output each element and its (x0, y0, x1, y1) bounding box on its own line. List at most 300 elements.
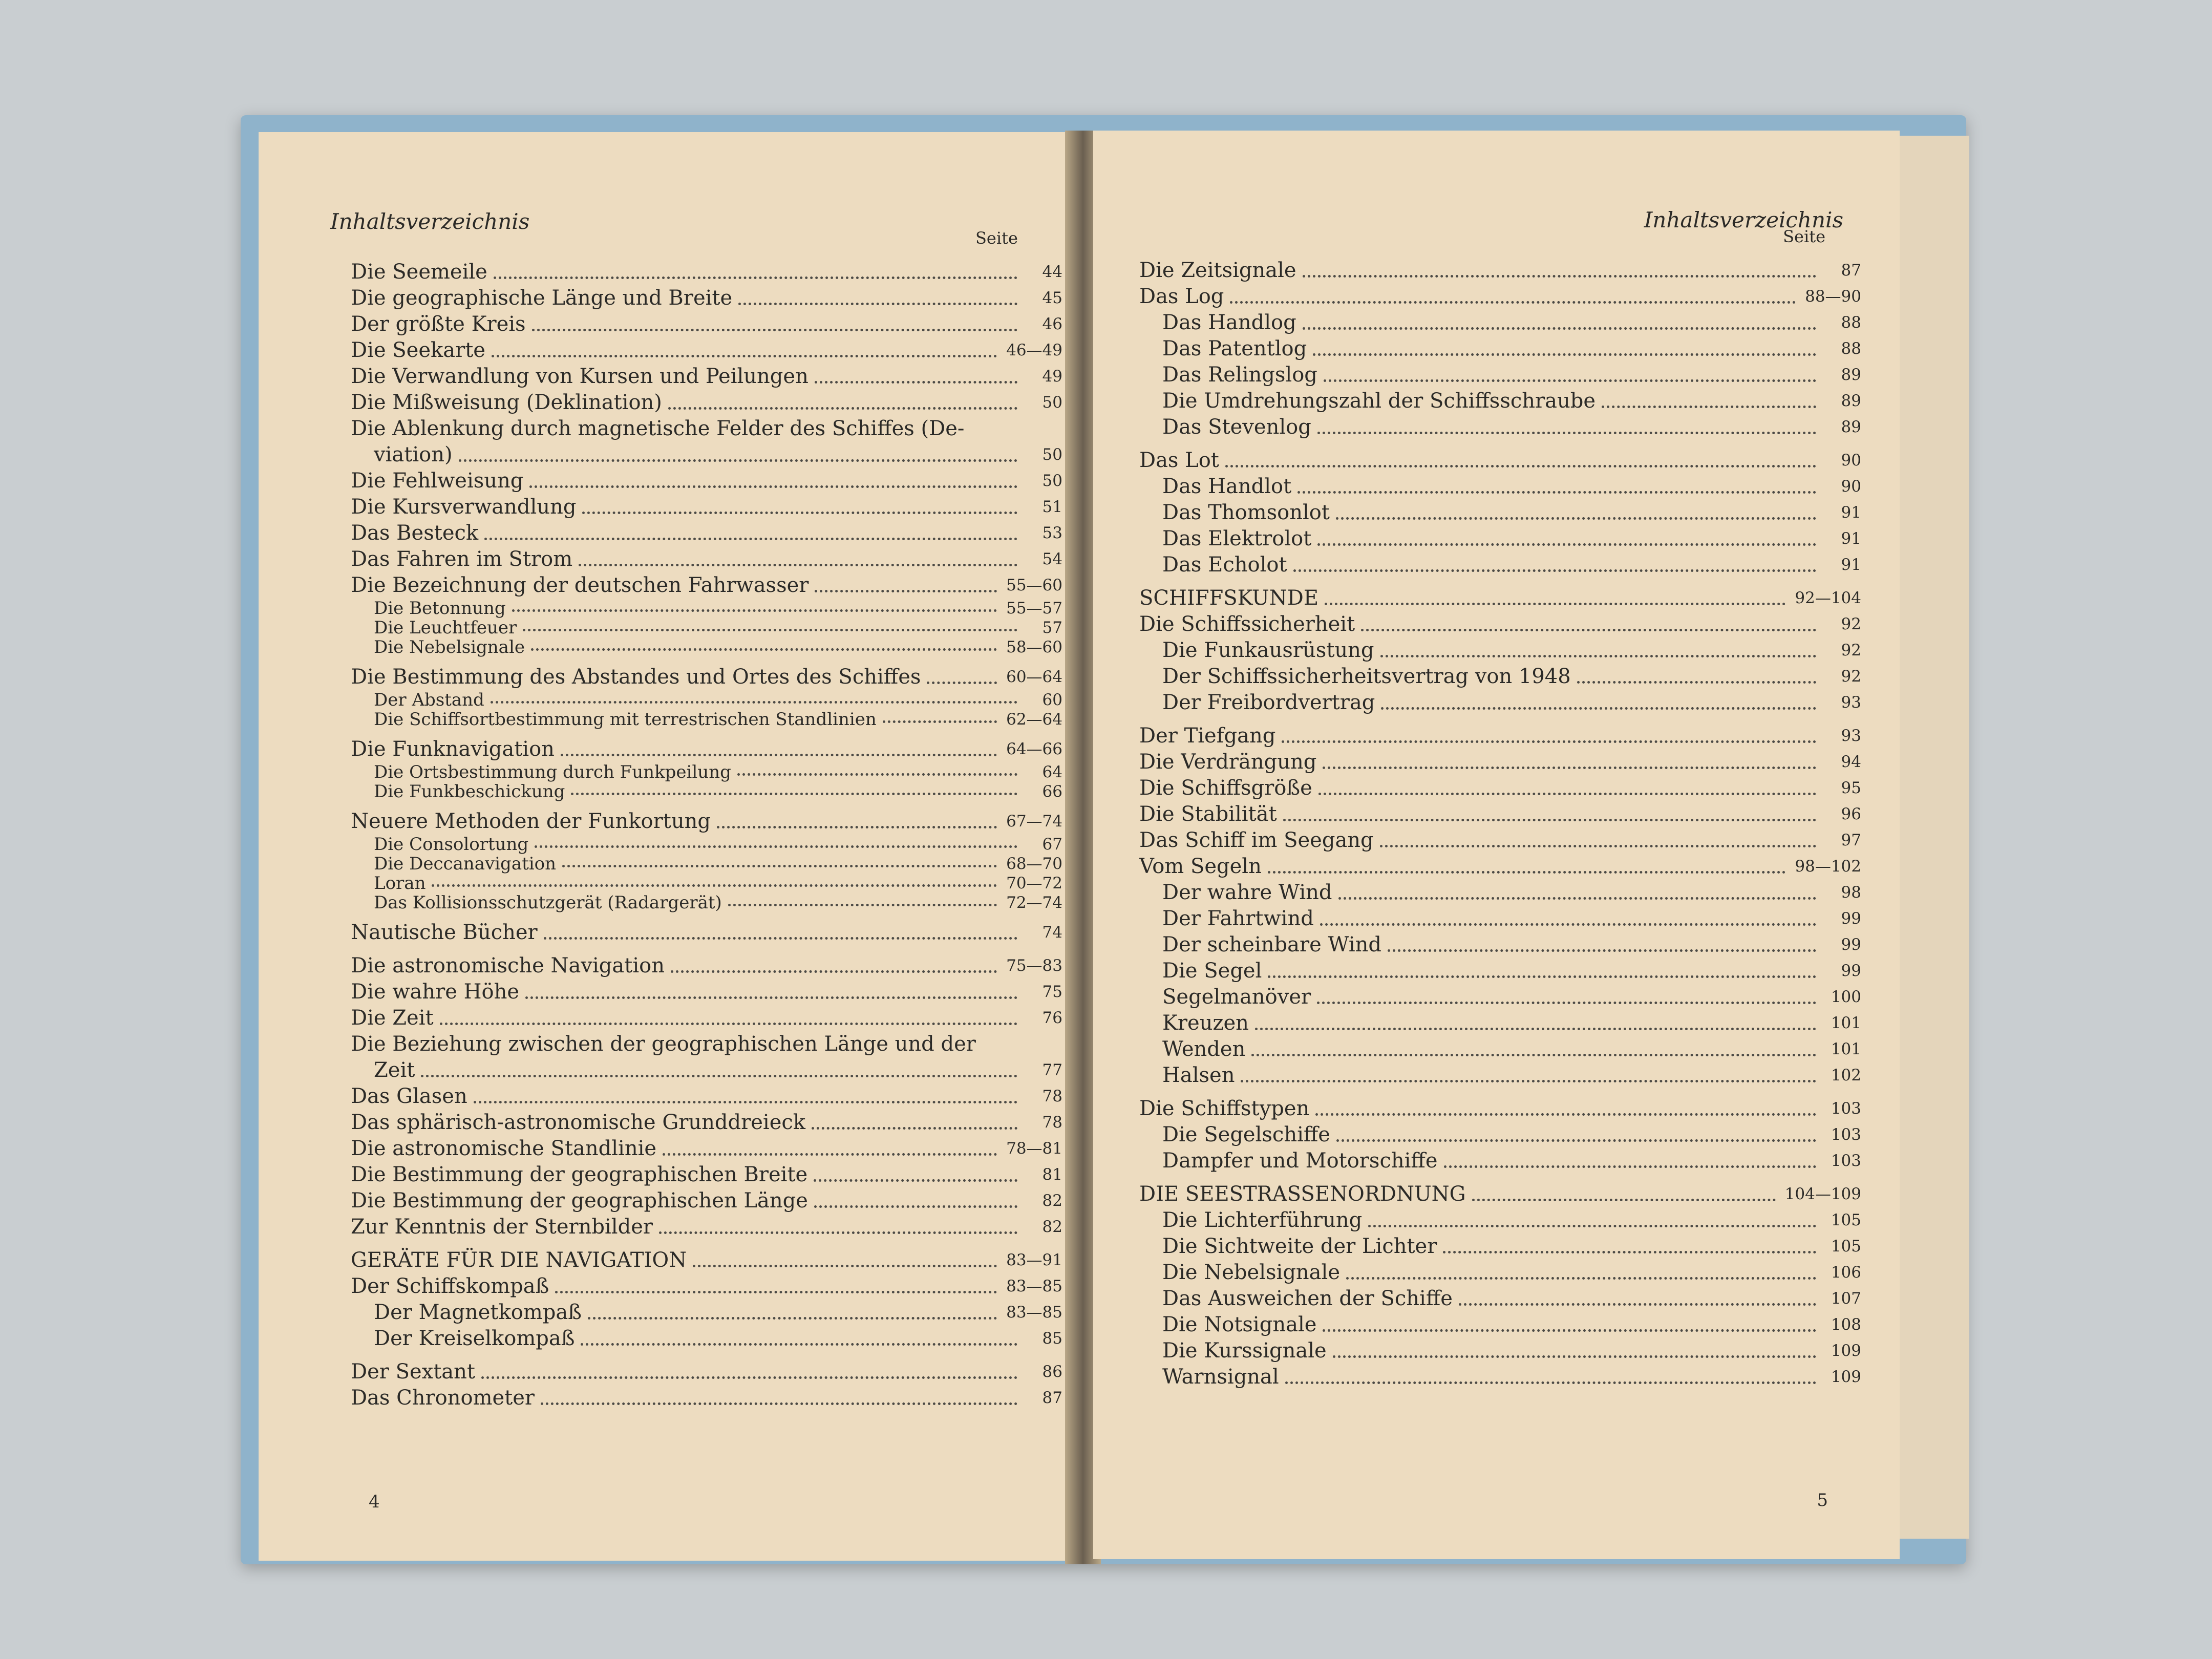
dot-leader (1324, 379, 1816, 382)
toc-entry-page: 85 (1042, 1329, 1062, 1348)
toc-entry (1139, 1062, 1861, 1089)
toc-entry-page: 91 (1841, 503, 1861, 522)
toc-entry-page: 90 (1841, 477, 1861, 496)
toc-entry-page: 87 (1841, 261, 1861, 280)
dot-leader (1303, 327, 1816, 330)
dot-leader (491, 700, 1017, 704)
dot-leader (663, 1153, 997, 1156)
toc-entry (1139, 775, 1861, 801)
toc-entry-title: Die Deccanavigation (374, 854, 556, 874)
toc-entry-page: 105 (1831, 1237, 1861, 1256)
toc-entry-page: 103 (1831, 1099, 1861, 1118)
toc-entry-title: Die Schiffssicherheit (1139, 612, 1355, 636)
toc-entry-title: Das Handlog (1162, 311, 1296, 334)
toc-entry (351, 416, 1062, 442)
toc-entry-title: Das Thomsonlot (1162, 501, 1330, 524)
toc-entry (351, 599, 1062, 618)
dot-leader (512, 609, 997, 612)
toc-entry-title: Wenden (1162, 1037, 1246, 1061)
toc-entry (351, 1057, 1062, 1083)
toc-entry-page: 49 (1042, 367, 1062, 386)
toc-entry-title: Die Betonnung (374, 598, 506, 619)
toc-entry-page: 105 (1831, 1211, 1861, 1229)
toc-entry-title: Neuere Methoden der Funkortung (351, 810, 711, 833)
toc-entry-page: 70—72 (1006, 874, 1062, 892)
dot-leader (562, 864, 997, 867)
toc-entry-title: Segelmanöver (1162, 985, 1311, 1009)
toc-entry-title: Der Sextant (351, 1360, 475, 1384)
toc-entry-page: 68—70 (1006, 855, 1062, 873)
dot-leader (582, 511, 1017, 514)
dot-leader (525, 996, 1017, 999)
toc-entry-page: 55—60 (1006, 576, 1062, 594)
toc-entry-page: 46 (1042, 315, 1062, 333)
toc-entry-title: Das Glasen (351, 1084, 467, 1108)
dot-leader (1346, 1277, 1816, 1280)
toc-entry-title: Die Mißweisung (Deklination) (351, 391, 662, 414)
toc-entry-page: 90 (1841, 451, 1861, 470)
toc-entry-title: Die Ablenkung durch magnetische Felder des Schiffes (De- (351, 417, 965, 440)
toc-entry-title: Das Schiff im Seegang (1139, 828, 1374, 852)
toc-entry (351, 1326, 1062, 1352)
page-number: 5 (1817, 1490, 1828, 1511)
toc-entry-title: Die Funkbeschickung (374, 781, 565, 802)
toc-entry (351, 893, 1062, 912)
dot-leader (1313, 353, 1816, 356)
toc-entry-title: Kreuzen (1162, 1011, 1249, 1035)
toc-entry-title: Zeit (374, 1058, 415, 1082)
dot-leader (1268, 975, 1816, 978)
toc-entry (351, 468, 1062, 494)
toc-entry-page: 64 (1042, 763, 1062, 781)
dot-leader (668, 407, 1017, 410)
toc-entry-page: 92 (1841, 667, 1861, 686)
toc-entry (351, 664, 1062, 690)
toc-entry-page: 100 (1831, 988, 1861, 1006)
toc-entry-title: viation) (374, 443, 453, 466)
dot-leader (535, 845, 1017, 848)
toc-entry-title: Die Beziehung zwischen der geographischen Länge und der (351, 1032, 976, 1056)
toc-entry-page: 98 (1841, 883, 1861, 902)
toc-entry (351, 782, 1062, 801)
toc-entry-page: 106 (1831, 1263, 1861, 1282)
dot-leader (1368, 1224, 1816, 1227)
toc-entry-page: 72—74 (1006, 894, 1062, 912)
dot-leader (1381, 707, 1816, 710)
toc-entry-page: 78 (1042, 1087, 1062, 1105)
toc-entry-page: 82 (1042, 1218, 1062, 1236)
toc-entry-page: 97 (1841, 831, 1861, 849)
dot-leader (581, 1343, 1017, 1346)
toc-entry-title: Die Nebelsignale (374, 637, 525, 657)
toc-entry-title: Die Bestimmung der geographischen Länge (351, 1189, 808, 1213)
dot-leader (541, 1402, 1017, 1405)
toc-entry-page: 88 (1841, 339, 1861, 358)
toc-entry-title: Die Segel (1162, 959, 1262, 983)
toc-entry (351, 1031, 1062, 1057)
toc-entry-title: Der Abstand (374, 690, 484, 710)
toc-entry-title: Dampfer und Motorschiffe (1162, 1149, 1438, 1173)
toc-entry-title: Vom Segeln (1139, 855, 1262, 878)
toc-entry (351, 979, 1062, 1005)
toc-entry (1139, 1312, 1861, 1338)
dot-leader (1283, 818, 1816, 821)
toc-entry-title: Die Funkausrüstung (1162, 639, 1374, 662)
toc-entry-title: Das Patentlog (1162, 337, 1307, 360)
toc-entry-title: Loran (374, 873, 426, 894)
toc-entry-title: Das Fahren im Strom (351, 547, 573, 571)
toc-entry-page: 99 (1841, 909, 1861, 928)
toc-entry-page: 77 (1042, 1061, 1062, 1079)
toc-entry (351, 442, 1062, 468)
toc-entry (1139, 552, 1861, 578)
dot-leader (927, 681, 997, 684)
seite-label: Seite (975, 228, 1018, 248)
toc-entry (1139, 1036, 1861, 1062)
toc-entry-page: 99 (1841, 935, 1861, 954)
toc-entry-title: Die Sichtweite der Lichter (1162, 1235, 1437, 1258)
toc-entry (351, 520, 1062, 546)
dot-leader (532, 328, 1017, 331)
toc-entry-page: 108 (1831, 1315, 1861, 1334)
toc-entry-title: Die Umdrehungszahl der Schiffsschraube (1162, 389, 1596, 413)
toc-entry-title: SCHIFFSKUNDE (1139, 586, 1319, 610)
toc-entry-title: Die Kurssignale (1162, 1339, 1327, 1363)
toc-entry-page: 58—60 (1006, 638, 1062, 656)
toc-entry (351, 736, 1062, 762)
toc-entry (351, 1385, 1062, 1411)
toc-entry-page: 55—57 (1006, 599, 1062, 618)
dot-leader (1315, 1113, 1816, 1116)
dot-leader (1333, 1355, 1816, 1358)
toc-entry (1139, 526, 1861, 552)
toc-entry-title: Das Log (1139, 285, 1224, 308)
toc-entry-page: 93 (1841, 693, 1861, 712)
toc-entry-page: 64—66 (1006, 740, 1062, 758)
toc-entry-title: Das Chronometer (351, 1386, 535, 1410)
toc-entry-page: 62—64 (1006, 710, 1062, 729)
toc-list (351, 259, 1062, 1411)
dot-leader (1241, 1079, 1816, 1082)
dot-leader (1443, 1250, 1816, 1253)
toc-entry (1139, 984, 1861, 1010)
toc-entry (351, 618, 1062, 637)
dot-leader (1320, 923, 1816, 926)
dot-leader (970, 433, 1017, 436)
toc-entry-page: 89 (1841, 418, 1861, 436)
toc-entry-title: GERÄTE FÜR DIE NAVIGATION (351, 1248, 687, 1272)
toc-entry (1139, 854, 1861, 880)
toc-entry (351, 572, 1062, 599)
dot-leader (693, 1264, 997, 1267)
toc-entry-title: Der Kreiselkompaß (374, 1327, 575, 1350)
page-header: Inhaltsverzeichnis (1644, 207, 1843, 232)
toc-entry-title: Die wahre Höhe (351, 980, 520, 1004)
toc-entry-title: Die Schiffsortbestimmung mit terrestrischen Standlinien (374, 709, 877, 730)
toc-entry-page: 95 (1841, 779, 1861, 797)
toc-entry (351, 874, 1062, 893)
toc-entry-page: 83—91 (1006, 1251, 1062, 1269)
toc-entry (1139, 474, 1861, 500)
toc-entry-title: Die Fehlweisung (351, 469, 524, 493)
dot-leader (1303, 274, 1816, 278)
dot-leader (1225, 464, 1816, 467)
toc-entry-page: 60 (1042, 691, 1062, 709)
toc-entry-page: 104—109 (1784, 1185, 1861, 1203)
toc-entry (351, 1136, 1062, 1162)
toc-entry (1139, 611, 1861, 637)
toc-entry-title: Das Elektrolot (1162, 527, 1312, 550)
toc-entry-page: 74 (1042, 923, 1062, 942)
toc-entry (351, 285, 1062, 311)
dot-leader (1325, 602, 1785, 605)
toc-entry-title: Das Besteck (351, 521, 479, 545)
toc-entry (351, 835, 1062, 854)
toc-entry (1139, 723, 1861, 749)
toc-entry (1139, 1096, 1861, 1122)
page-header: Inhaltsverzeichnis (330, 209, 530, 234)
dot-leader (659, 1231, 1017, 1234)
toc-entry-page: 92 (1841, 615, 1861, 633)
left-page (259, 132, 1080, 1561)
dot-leader (728, 903, 997, 906)
toc-entry (1139, 749, 1861, 775)
toc-entry (1139, 414, 1861, 440)
dot-leader (1444, 1165, 1817, 1168)
dot-leader (1323, 766, 1816, 769)
toc-entry-title: DIE SEESTRASSENORDNUNG (1139, 1182, 1466, 1206)
toc-entry (1139, 1181, 1861, 1207)
toc-entry-page: 89 (1841, 392, 1861, 410)
dot-leader (523, 628, 1017, 631)
toc-entry (351, 494, 1062, 520)
toc-entry-title: Die Segelschiffe (1162, 1123, 1330, 1146)
toc-entry-page: 54 (1042, 550, 1062, 568)
dot-leader (1317, 1001, 1816, 1004)
toc-entry (351, 1300, 1062, 1326)
toc-entry-page: 88—90 (1805, 287, 1861, 306)
dot-leader (1336, 1139, 1816, 1142)
toc-entry-page: 107 (1831, 1289, 1861, 1308)
toc-entry (1139, 585, 1861, 611)
toc-entry-title: Die Seekarte (351, 338, 485, 362)
toc-entry-page: 101 (1831, 1014, 1861, 1032)
toc-entry (1139, 801, 1861, 827)
toc-entry (351, 1162, 1062, 1188)
toc-entry-page: 88 (1841, 313, 1861, 332)
toc-entry-page: 87 (1042, 1389, 1062, 1407)
toc-entry-page: 103 (1831, 1125, 1861, 1144)
toc-entry (1139, 1338, 1861, 1364)
toc-entry-page: 83—85 (1006, 1303, 1062, 1322)
toc-entry (1139, 827, 1861, 854)
toc-entry (1139, 1148, 1861, 1174)
toc-entry-title: Das Handlot (1162, 475, 1292, 498)
dot-leader (481, 1376, 1017, 1379)
toc-entry (351, 259, 1062, 285)
dot-leader (474, 1100, 1017, 1103)
toc-entry (351, 809, 1062, 835)
dot-leader (1388, 949, 1816, 952)
dot-leader (561, 753, 997, 756)
toc-entry (351, 854, 1062, 874)
toc-entry (1139, 336, 1861, 362)
toc-entry-page: 45 (1042, 289, 1062, 307)
toc-entry-title: Das Echolot (1162, 553, 1287, 577)
dot-leader (1380, 654, 1816, 657)
toc-entry-title: Die Bestimmung der geographischen Breite (351, 1163, 808, 1186)
toc-entry (1139, 1286, 1861, 1312)
dot-leader (1230, 301, 1796, 304)
toc-entry (1139, 258, 1861, 284)
dot-leader (494, 276, 1017, 279)
dot-leader (1602, 405, 1816, 408)
dot-leader (421, 1074, 1017, 1077)
toc-entry-title: Der scheinbare Wind (1162, 933, 1382, 956)
toc-entry-title: Die Verdrängung (1139, 750, 1317, 774)
toc-entry (1139, 1010, 1861, 1036)
toc-entry-title: Der Magnetkompaß (374, 1301, 582, 1324)
toc-entry (351, 762, 1062, 782)
toc-entry (1139, 880, 1861, 906)
toc-entry-title: Die Schiffsgröße (1139, 776, 1312, 800)
dot-leader (1318, 792, 1816, 795)
toc-entry-page: 96 (1841, 805, 1861, 823)
toc-entry (351, 546, 1062, 572)
toc-entry (1139, 906, 1861, 932)
toc-entry-page: 109 (1831, 1342, 1861, 1360)
toc-entry-page: 99 (1841, 962, 1861, 980)
toc-entry-title: Der Tiefgang (1139, 724, 1276, 748)
dot-leader (671, 970, 997, 973)
dot-leader (814, 1205, 1017, 1208)
toc-entry-title: Die astronomische Navigation (351, 954, 665, 977)
toc-entry-title: Das Relingslog (1162, 363, 1317, 387)
toc-entry-title: Die Nebelsignale (1162, 1261, 1340, 1284)
dot-leader (1317, 431, 1816, 434)
toc-entry-title: Der Fahrtwind (1162, 907, 1314, 930)
toc-entry-title: Die Zeit (351, 1006, 434, 1030)
toc-entry-page: 98—102 (1795, 857, 1861, 876)
toc-entry (351, 1247, 1062, 1273)
dot-leader (1282, 740, 1816, 743)
dot-leader (579, 563, 1017, 566)
toc-entry-page: 75 (1042, 983, 1062, 1001)
dot-leader (1298, 491, 1816, 494)
toc-entry (1139, 1260, 1861, 1286)
right-page (1093, 131, 1900, 1559)
dot-leader (1317, 543, 1816, 546)
dot-leader (1577, 680, 1816, 684)
toc-entry-title: Die Stabilität (1139, 802, 1277, 826)
toc-entry-title: Die astronomische Standlinie (351, 1137, 657, 1160)
dot-leader (812, 1126, 1017, 1130)
toc-entry-page: 102 (1831, 1066, 1861, 1084)
toc-entry-page: 103 (1831, 1152, 1861, 1170)
dot-leader (1336, 517, 1816, 520)
dot-leader (531, 648, 997, 651)
toc-entry-page: 92—104 (1795, 589, 1861, 607)
toc-entry (1139, 958, 1861, 984)
toc-entry (1139, 690, 1861, 716)
toc-entry-title: Die Leuchtfeuer (374, 618, 517, 638)
dot-leader (544, 937, 1017, 940)
toc-entry (351, 1214, 1062, 1240)
toc-entry-page: 76 (1042, 1009, 1062, 1027)
dot-leader (555, 1290, 997, 1293)
dot-leader (982, 1048, 1017, 1051)
toc-entry (351, 1110, 1062, 1136)
dot-leader (588, 1316, 997, 1320)
toc-entry-page: 109 (1831, 1368, 1861, 1386)
toc-entry (1139, 1233, 1861, 1260)
toc-entry (351, 311, 1062, 337)
toc-entry (351, 1005, 1062, 1031)
toc-entry-page: 78 (1042, 1113, 1062, 1132)
toc-entry (351, 690, 1062, 710)
toc-entry-title: Das Kollisionsschutzgerät (Radargerät) (374, 892, 722, 913)
dot-leader (1268, 870, 1786, 874)
dot-leader (1472, 1198, 1776, 1201)
dot-leader (492, 354, 997, 357)
toc-entry-page: 78—81 (1006, 1139, 1062, 1158)
toc-entry-title: Der Freibordvertrag (1162, 691, 1375, 714)
toc-entry (351, 1188, 1062, 1214)
toc-entry-page: 46—49 (1006, 341, 1062, 359)
toc-entry (351, 1083, 1062, 1110)
toc-entry (1139, 664, 1861, 690)
toc-entry-page: 93 (1841, 727, 1861, 745)
toc-entry-title: Die Ortsbestimmung durch Funkpeilung (374, 762, 731, 782)
dot-leader (484, 537, 1017, 540)
dot-leader (440, 1022, 1017, 1025)
toc-entry-title: Halsen (1162, 1064, 1235, 1087)
toc-entry-title: Die Zeitsignale (1139, 259, 1296, 282)
toc-entry-page: 50 (1042, 393, 1062, 412)
toc-entry-title: Die Consolortung (374, 834, 529, 855)
toc-entry-title: Das Stevenlog (1162, 415, 1311, 439)
toc-entry (1139, 637, 1861, 664)
dot-leader (814, 1179, 1017, 1182)
toc-entry-page: 89 (1841, 366, 1861, 384)
toc-entry-page: 67 (1042, 835, 1062, 854)
toc-entry (1139, 500, 1861, 526)
toc-entry-title: Die Bestimmung des Abstandes und Ortes des Schiffes (351, 665, 921, 689)
toc-entry-page: 101 (1831, 1040, 1861, 1058)
toc-entry-page: 83—85 (1006, 1277, 1062, 1295)
toc-entry-title: Das Lot (1139, 449, 1219, 472)
toc-entry-title: Nautische Bücher (351, 921, 538, 944)
toc-entry (1139, 1122, 1861, 1148)
toc-entry (351, 920, 1062, 946)
toc-entry-page: 67—74 (1006, 812, 1062, 831)
toc-entry-page: 51 (1042, 498, 1062, 516)
dot-leader (1338, 897, 1816, 900)
dot-leader (432, 884, 997, 887)
toc-entry-title: Zur Kenntnis der Sternbilder (351, 1215, 653, 1239)
dot-leader (1285, 1381, 1816, 1384)
toc-entry (1139, 284, 1861, 310)
toc-entry-title: Das sphärisch-astronomische Grunddreieck (351, 1111, 806, 1134)
toc-list (1139, 258, 1861, 1390)
toc-entry-title: Die Lichterführung (1162, 1208, 1363, 1232)
toc-entry-page: 86 (1042, 1363, 1062, 1381)
toc-entry-page: 44 (1042, 263, 1062, 281)
toc-entry-page: 91 (1841, 556, 1861, 574)
toc-entry (351, 953, 1062, 979)
toc-entry-title: Das Ausweichen der Schiffe (1162, 1287, 1453, 1310)
toc-entry-title: Die geographische Länge und Breite (351, 286, 733, 310)
